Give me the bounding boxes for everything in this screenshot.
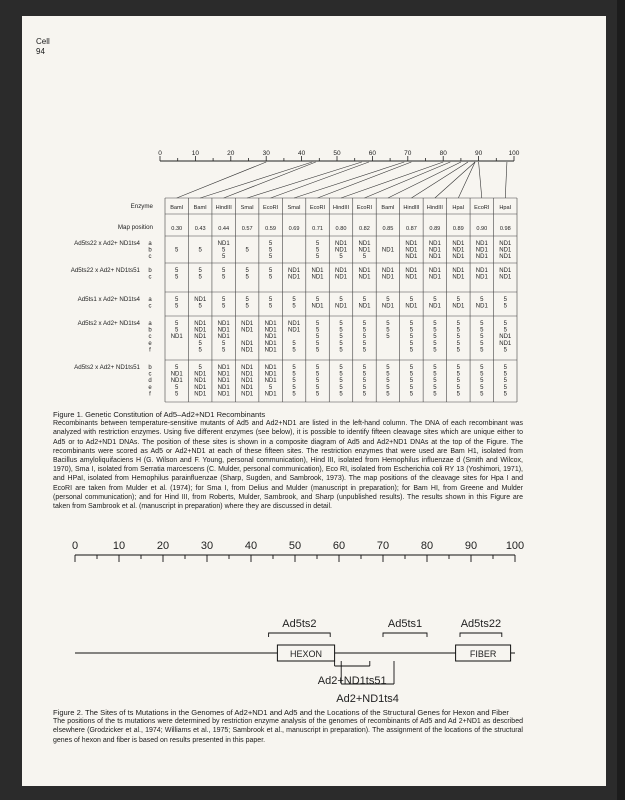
fig2-mutation-bracket-above bbox=[383, 633, 427, 637]
fig2-scale-label: 10 bbox=[112, 540, 126, 552]
fig1-cross-label: Ad5ts22 x Ad2+ ND1ts4 bbox=[74, 240, 140, 247]
fig1-enzyme-name: BamI bbox=[193, 205, 207, 211]
fig1-cross-label: Ad5ts22 x Ad2+ ND1ts51 bbox=[70, 267, 140, 274]
fig1-genotype-cell: 5 5 bbox=[292, 297, 296, 310]
fig2-mutation-label-above: Ad5ts22 bbox=[460, 618, 502, 630]
fig1-genotype-cell: 5 5 bbox=[268, 297, 273, 310]
fig2-scale-label: 30 bbox=[200, 540, 214, 552]
fig2-scale-label: 40 bbox=[244, 540, 258, 552]
fig1-genotype-cell: 5 ND1 bbox=[311, 297, 324, 310]
fig1-scale-label: 40 bbox=[297, 150, 306, 157]
fig1-enzyme-name: EcoRI bbox=[356, 205, 373, 211]
fig1-map-position: 0.30 bbox=[171, 226, 183, 232]
fig1-genotype-cell: 5 5 bbox=[221, 268, 226, 281]
fig1-genotype-cell: 5 5 5 5 5 bbox=[503, 365, 507, 398]
fig1-genotype-cell: 5 ND1 bbox=[334, 297, 348, 310]
fig1-genotype-cell: ND1 ND1 bbox=[381, 268, 394, 281]
fig1-cross-label: Ad5ts1 x Ad2+ ND1ts4 bbox=[77, 296, 140, 303]
fig1-genotype-cell: 5 5 bbox=[503, 297, 507, 310]
fig1-map-position: 0.80 bbox=[335, 226, 347, 232]
fig1-map-position: 0.90 bbox=[476, 226, 488, 232]
fig1-scale-label: 20 bbox=[227, 150, 235, 157]
fig1-genotype-cell: 5 5 5 5 5 bbox=[292, 365, 296, 398]
fig1-enzyme-name: SmaI bbox=[240, 205, 254, 211]
fig2-scale-label: 80 bbox=[420, 540, 434, 552]
fig1-genotype-cell: ND1 ND1 ND1 bbox=[405, 241, 418, 261]
fig1-enzyme-name: BamI bbox=[170, 205, 184, 211]
fig1-genotype-cell: 5 ND1 bbox=[405, 297, 418, 310]
hexon-gene-label: HEXON bbox=[289, 649, 323, 659]
fig1-genotype-cell: 5 5 5 5 5 bbox=[386, 365, 390, 398]
page-number: 94 bbox=[36, 47, 45, 56]
fig1-genotype-cell: ND1 ND1 bbox=[428, 268, 441, 281]
fig1-enzyme-name: EcoRI bbox=[309, 205, 326, 211]
fig1-cross-label: Ad5ts2 x Ad2+ ND1ts51 bbox=[74, 364, 140, 371]
fig1-genotype-cell: 5 5 5 5 5 bbox=[409, 365, 414, 398]
fig2-mutation-label-below: Ad2+ND1ts51 bbox=[317, 675, 387, 687]
fig1-scale-label: 80 bbox=[439, 150, 447, 157]
fig1-map-position: 0.89 bbox=[452, 226, 464, 232]
fig1-scale-label: 30 bbox=[262, 150, 270, 157]
fig1-scale-label: 0 bbox=[158, 150, 162, 157]
fig2-mutation-bracket-above bbox=[269, 633, 331, 637]
fig1-map-position: 0.71 bbox=[312, 226, 323, 232]
fig1-genotype-cell: ND1 ND1 bbox=[311, 268, 324, 281]
fig1-enzyme-name: HpaI bbox=[499, 205, 512, 211]
fig1-genotype-cell: ND1 ND1 ND1 ND1 ND1 bbox=[217, 365, 230, 398]
fig1-enzyme-name: BamI bbox=[381, 205, 395, 211]
figure-2-caption-body: The positions of the ts mutations were determined by restriction enzyme analysis of the genomes of recombinants of Ad5 and Ad 2+ND1 as described elsewhere (Grodzicker et al., 1974; Williams et al., 1975; Sambrook et al., manuscript in preparation). The assignment of the locations of the structural genes of hexon and fiber is based on results presented in this paper. bbox=[53, 718, 523, 744]
fig1-genotype-cell: 5 ND1 bbox=[358, 297, 371, 310]
fig1-recombinant-letters: a b c bbox=[148, 241, 152, 261]
fig1-genotype-cell: 5 5 bbox=[245, 268, 249, 281]
fig1-map-position: 0.69 bbox=[288, 226, 300, 232]
fig1-cross-label: Ad5ts2 x Ad2+ ND1ts4 bbox=[77, 320, 140, 327]
fig1-genotype-cell: 5 5 5 bbox=[315, 241, 320, 261]
fig1-genotype-cell: 5 5 5 5 5 bbox=[456, 321, 461, 354]
fig1-genotype-cell: ND1 ND1 5 bbox=[334, 241, 348, 261]
fig1-scale-label: 10 bbox=[191, 150, 200, 157]
fig2-mutation-bracket-above bbox=[460, 633, 502, 637]
fig1-genotype-cell: 5 5 5 5 5 bbox=[362, 365, 367, 398]
fig1-genotype-cell: 5 ND1 ND1 5 5 bbox=[170, 365, 183, 398]
fig1-genotype-cell: 5 5 5 5 5 bbox=[480, 365, 484, 398]
fig2-mutation-label-above: Ad5ts1 bbox=[387, 618, 423, 630]
fig1-genotype-cell: 5 5 5 5 5 bbox=[339, 365, 343, 398]
fig1-genotype-cell: ND1 ND1 ND1 ND1 ND1 bbox=[241, 365, 254, 398]
fig2-mutation-label-above: Ad5ts2 bbox=[282, 618, 317, 630]
fig1-genotype-cell: 5 ND1 bbox=[475, 297, 488, 310]
fig1-genotype-cell: 5 ND1 ND1 ND1 ND1 bbox=[194, 365, 207, 398]
figure-2-caption-title: Figure 2. The Sites of ts Mutations in the Genomes of Ad2+ND1 and Ad5 and the Locations of the Structural Genes for Hexon and Fiber bbox=[53, 708, 509, 717]
fig1-scale-label: 60 bbox=[368, 150, 377, 157]
fig1-genotype-cell: ND1 ND1 ND1 5 5 bbox=[194, 321, 207, 354]
fig1-genotype-cell: ND1 ND1 ND1 5 ND1 bbox=[264, 365, 277, 398]
fig1-scale-label: 70 bbox=[404, 150, 412, 157]
fig1-recombinant-letters: a c bbox=[148, 297, 152, 310]
fig1-genotype-cell: 5 5 bbox=[221, 297, 226, 310]
fig1-genotype-cell: ND1 bbox=[381, 247, 394, 254]
fig1-scale-label: 90 bbox=[474, 150, 483, 157]
fig1-genotype-cell: 5 5 bbox=[268, 268, 273, 281]
fig1-genotype-cell: ND1 5 bbox=[194, 297, 207, 310]
fig1-enzyme-name: HpaI bbox=[452, 205, 465, 211]
fig1-genotype-cell: ND1 ND1 5 bbox=[358, 241, 371, 261]
fig1-genotype-cell: ND1 ND1 bbox=[288, 268, 301, 281]
fig1-enzyme-name: HindIII bbox=[403, 205, 420, 211]
fig1-recombinant-letters: a b c e f bbox=[148, 321, 152, 354]
fig1-genotype-cell: 5 5 ND1 ND1 5 bbox=[499, 321, 512, 354]
fig1-genotype-cell: 5 ND1 bbox=[452, 297, 465, 310]
fig1-genotype-cell: ND1 5 5 bbox=[217, 241, 230, 261]
fig1-genotype-cell: 5 5 5 5 5 bbox=[433, 321, 437, 354]
fig1-genotype-cell: 5 5 bbox=[175, 297, 179, 310]
fig1-genotype-cell: 5 5 5 bbox=[386, 321, 390, 341]
fig1-genotype-cell: 5 5 ND1 bbox=[170, 321, 183, 341]
figure-1-caption-body: Recombinants between temperature-sensitive mutants of Ad5 and Ad2+ND1 are listed in the left-hand column. The DNA of each recombinant was analyzed with restriction enzymes. Using five different enzymes (see below), it is possible to identify fifteen cleavage sites which are unique either to Ad5 or to Ad2+ND1 DNAs. The position of these sites is shown in a composite diagram of Ad5 and Ad2+ND1 DNAs at the top of the Figure. The recombinants were scored as Ad5 or Ad2+ND1 at each of these fifteen sites. The restriction enzymes that were used are Bam H1, isolated from Bacillus amyloliquifaciens H (G. Wilson and F. Young, personal communication), Hind III, isolated from Hemophilus influenzae d (Smith and Wilcox, 1970), Sma I, isolated from Serratia marcescens (C. Mulder, personal communication), Eco RI, isolated from Escherichia coli RY 13 (Yoshimori, 1971), and HPaI, isolated from Hemophilus parainfluenzae (Sharp, Sugden, and Sambrook, 1973). The map positions of the cleavage sites for Hpa I and EcoRI are taken from Mulder et al. (1974); for Sma I, from Delius and Mulder (manuscript in preparation); for Bam HI, from Greene and Mulder (personal communication); and for Hind III, from Roberts, Mulder, Sambrook, and Sharp (unpublished results). The results shown in this Figure are taken from Sambrook et al. (manuscript in preparation) where they are discussed in detail. bbox=[53, 420, 523, 511]
fig1-map-position: 0.44 bbox=[218, 226, 230, 232]
fig2-scale-label: 20 bbox=[156, 540, 170, 552]
fig1-genotype-cell: ND1 ND1 ND1 ND1 bbox=[241, 321, 254, 354]
fig1-enzyme-name: HindIII bbox=[332, 205, 350, 211]
fig1-genotype-cell: ND1 ND1 bbox=[452, 268, 465, 281]
fig1-genotype-cell: 5 ND1 bbox=[381, 297, 394, 310]
fig1-map-position: 0.89 bbox=[429, 226, 441, 232]
fig1-genotype-cell: ND1 ND1 ND1 ND1 ND1 bbox=[264, 321, 277, 354]
fig1-enzyme-row-label: Enzyme bbox=[130, 203, 153, 210]
fig1-enzyme-name: SmaI bbox=[287, 205, 301, 211]
fig1-genotype-cell: ND1 ND1 bbox=[499, 268, 512, 281]
fiber-gene-label: FIBER bbox=[469, 649, 497, 659]
fig1-genotype-cell: ND1 ND1 ND1 bbox=[499, 241, 512, 261]
fig2-mutation-label-below: Ad2+ND1ts4 bbox=[336, 693, 399, 705]
fig1-genotype-cell: ND1 ND1 bbox=[334, 268, 348, 281]
fig2-scale-label: 70 bbox=[376, 540, 390, 552]
fig1-genotype-cell: ND1 ND1 bbox=[358, 268, 371, 281]
fig2-scale-label: 90 bbox=[464, 540, 478, 552]
fig2-scale-label: 0 bbox=[71, 540, 79, 552]
fig1-scale-label: 100 bbox=[508, 150, 520, 157]
fig1-genotype-cell: 5 5 5 5 5 bbox=[456, 365, 461, 398]
fig1-genotype-cell: ND1 ND1 ND1 bbox=[428, 241, 441, 261]
fig1-recombinant-letters: b c bbox=[148, 268, 152, 281]
fig1-genotype-cell: 5 ND1 bbox=[428, 297, 441, 310]
fig1-enzyme-name: EcoRI bbox=[262, 205, 279, 211]
fig1-map-position: 0.82 bbox=[359, 226, 370, 232]
fig1-enzyme-name: HindIII bbox=[426, 205, 443, 211]
fig1-genotype-cell: 5 5 bbox=[245, 297, 249, 310]
fig1-map-position: 0.43 bbox=[194, 226, 206, 232]
fig1-genotype-cell: ND1 ND1 ND1 bbox=[452, 241, 465, 261]
fig1-map-position-row-label: Map position bbox=[117, 224, 153, 231]
fig1-scale-label: 50 bbox=[333, 150, 341, 157]
fig1-genotype-cell: ND1 ND1 ND1 bbox=[475, 241, 488, 261]
fig1-genotype-cell: 5 5 bbox=[175, 268, 179, 281]
figure-1-caption-title: Figure 1. Genetic Constitution of Ad5–Ad2+ND1 Recombinants bbox=[53, 410, 266, 419]
fig1-map-position: 0.59 bbox=[265, 226, 277, 232]
fig1-genotype-cell: 5 bbox=[245, 247, 249, 254]
fig1-map-position: 0.87 bbox=[405, 226, 417, 232]
fig1-genotype-cell: 5 5 5 5 5 bbox=[315, 365, 320, 398]
fig1-genotype-cell: 5 5 5 5 5 bbox=[409, 321, 414, 354]
fig1-map-position: 0.57 bbox=[241, 226, 253, 232]
fig1-genotype-cell: 5 5 5 5 5 bbox=[480, 321, 484, 354]
fig1-genotype-cell: 5 5 5 5 5 bbox=[362, 321, 367, 354]
fig1-genotype-cell: 5 5 5 5 5 bbox=[315, 321, 320, 354]
fig2-scale-label: 60 bbox=[332, 540, 346, 552]
fig1-genotype-cell: ND1 ND1 5 5 bbox=[288, 321, 301, 354]
fig1-genotype-cell: ND1 ND1 ND1 5 5 bbox=[217, 321, 230, 354]
figure-2-caption bbox=[53, 708, 523, 745]
fig1-genotype-cell: 5 5 5 5 5 bbox=[433, 365, 437, 398]
fig1-map-position: 0.98 bbox=[499, 226, 511, 232]
fig1-genotype-cell: 5 5 5 bbox=[268, 241, 273, 261]
fig1-map-position: 0.85 bbox=[382, 226, 394, 232]
fig1-genotype-cell: ND1 ND1 bbox=[475, 268, 488, 281]
journal-name: Cell bbox=[36, 37, 50, 46]
fig1-enzyme-name: HindIII bbox=[215, 205, 232, 211]
fig1-recombinant-letters: b c d e f bbox=[148, 365, 152, 398]
fig2-scale-label: 50 bbox=[288, 540, 302, 552]
fig1-genotype-cell: 5 5 5 5 5 bbox=[339, 321, 343, 354]
fig2-scale-label: 100 bbox=[505, 540, 525, 552]
fig1-genotype-cell: 5 bbox=[175, 247, 179, 254]
fig1-genotype-cell: 5 5 bbox=[198, 268, 202, 281]
fig1-genotype-cell: ND1 ND1 bbox=[405, 268, 418, 281]
figure-1-caption bbox=[53, 410, 523, 511]
fig1-genotype-cell: 5 bbox=[198, 247, 202, 254]
fig1-enzyme-name: EcoRI bbox=[474, 205, 490, 211]
